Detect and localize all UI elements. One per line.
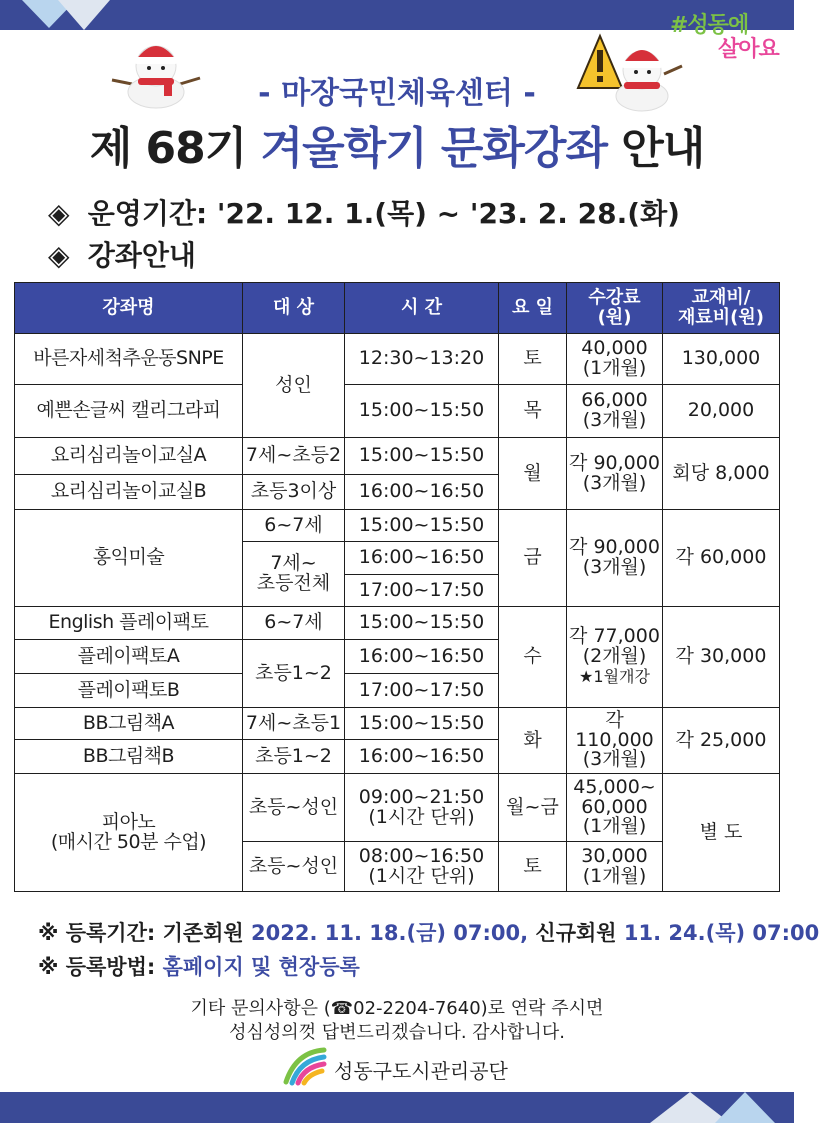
table-row — [15, 708, 780, 740]
cell-time: 15:00~15:50 — [345, 510, 499, 542]
header-target: 대 상 — [243, 283, 345, 334]
registration-period: ※ 등록기간: 기존회원 2022. 11. 18.(금) 07:00, 신규회원 11. 24.(목) 07:00 — [38, 921, 819, 945]
cell-time: 15:00~15:50 — [345, 607, 499, 640]
cell-target: 초등~성인 — [243, 774, 345, 842]
cell-time: 16:00~16:50 — [345, 740, 499, 774]
course-guide-heading — [48, 234, 196, 274]
operating-period-text: 운영기간: '22. 12. 1.(목) ~ '23. 2. 28.(화) — [87, 197, 680, 230]
new-member-date: 11. 24.(목) 07:00 — [623, 921, 819, 945]
cell-course: 피아노 (매시간 50분 수업) — [15, 774, 243, 892]
cell-course: 요리심리놀이교실B — [15, 475, 243, 510]
cell-day: 토 — [499, 842, 567, 892]
title-suffix: 안내 — [606, 123, 705, 174]
header-day: 요 일 — [499, 283, 567, 334]
cell-materials: 별 도 — [663, 774, 780, 892]
cell-fee: 각 90,000 (3개월) — [567, 438, 663, 510]
table-row — [15, 438, 780, 475]
table-row — [15, 607, 780, 640]
cell-materials: 20,000 — [663, 385, 780, 438]
cell-materials: 각 60,000 — [663, 510, 780, 607]
title-accent: 겨울학기 문화강좌 — [260, 123, 607, 174]
bottom-decor-triangle — [715, 1092, 775, 1123]
cell-fee: 각 90,000 (3개월) — [567, 510, 663, 607]
course-guide-text: 강좌안내 — [87, 239, 196, 272]
header-fee: 수강료 (원) — [567, 283, 663, 334]
cell-course: 플레이팩토B — [15, 674, 243, 708]
cell-time: 15:00~15:50 — [345, 438, 499, 475]
cell-target: 초등1~2 — [243, 640, 345, 708]
table-row — [15, 774, 780, 842]
cell-materials: 회당 8,000 — [663, 438, 780, 510]
table-row — [15, 334, 780, 385]
table-row — [15, 510, 780, 542]
cell-course: 플레이팩토A — [15, 640, 243, 674]
cell-time: 16:00~16:50 — [345, 475, 499, 510]
cell-target: 성인 — [243, 334, 345, 438]
cell-fee: 각 110,000 (3개월) — [567, 708, 663, 774]
cell-materials: 각 25,000 — [663, 708, 780, 774]
cell-time: 17:00~17:50 — [345, 575, 499, 607]
registration-method-value: 홈페이지 및 현장등록 — [162, 955, 360, 979]
cell-day: 월~금 — [499, 774, 567, 842]
top-decor-triangle — [58, 0, 110, 30]
existing-member-date: 2022. 11. 18.(금) 07:00, — [251, 921, 529, 945]
cell-course: BB그림책B — [15, 740, 243, 774]
org-name: 성동구도시관리공단 — [334, 1059, 508, 1083]
cell-fee: 각 77,000 (2개월) ★1월개강 — [567, 607, 663, 708]
cell-time: 17:00~17:50 — [345, 674, 499, 708]
cell-target: 6~7세 — [243, 607, 345, 640]
cell-fee: 30,000 (1개월) — [567, 842, 663, 892]
cell-target: 7세~ 초등전체 — [243, 542, 345, 607]
table-header-row — [15, 283, 780, 334]
registration-method: ※ 등록방법: 홈페이지 및 현장등록 — [38, 955, 360, 979]
contact-line-1: 기타 문의사항은 (☎02-2204-7640)로 연락 주시면 — [190, 998, 604, 1019]
rainbow-logo-icon — [282, 1046, 328, 1086]
cell-time: 09:00~21:50 (1시간 단위) — [345, 774, 499, 842]
cell-time: 15:00~15:50 — [345, 385, 499, 438]
cell-course: 요리심리놀이교실A — [15, 438, 243, 475]
cell-fee: 40,000 (1개월) — [567, 334, 663, 385]
header-course: 강좌명 — [15, 283, 243, 334]
course-schedule-table — [14, 282, 780, 892]
star-note: ★1월개강 — [579, 666, 650, 686]
header-materials: 교재비/ 재료비(원) — [663, 283, 780, 334]
cell-time: 15:00~15:50 — [345, 708, 499, 740]
contact-line-2: 성심성의껏 답변드리겠습니다. 감사합니다. — [229, 1022, 565, 1043]
cell-time: 16:00~16:50 — [345, 542, 499, 575]
cell-day: 금 — [499, 510, 567, 607]
cell-target: 초등~성인 — [243, 842, 345, 892]
cell-day: 수 — [499, 607, 567, 708]
cell-target: 초등3이상 — [243, 475, 345, 510]
cell-day: 토 — [499, 334, 567, 385]
cell-fee: 45,000~ 60,000 (1개월) — [567, 774, 663, 842]
cell-day: 화 — [499, 708, 567, 774]
title-prefix: 제 68기 — [89, 123, 261, 174]
cell-target: 6~7세 — [243, 510, 345, 542]
cell-course: English 플레이팩토 — [15, 607, 243, 640]
cell-course: 바른자세척추운동SNPE — [15, 334, 243, 385]
cell-materials: 130,000 — [663, 334, 780, 385]
header-time: 시 간 — [345, 283, 499, 334]
cell-time: 12:30~13:20 — [345, 334, 499, 385]
cell-target: 초등1~2 — [243, 740, 345, 774]
slogan-line-1: #성동에 — [670, 13, 749, 38]
operating-period — [48, 192, 680, 232]
page-title — [0, 112, 794, 176]
center-subtitle: - 마장국민체육센터 - — [258, 76, 536, 111]
diamond-bullet-icon: ◈ — [48, 197, 70, 230]
slogan-line-2: 살아요 — [718, 37, 779, 62]
diamond-bullet-icon: ◈ — [48, 239, 70, 272]
cell-day: 목 — [499, 385, 567, 438]
cell-course: BB그림책A — [15, 708, 243, 740]
cell-course: 예쁜손글씨 캘리그라피 — [15, 385, 243, 438]
org-logo — [282, 1046, 522, 1086]
table-row — [15, 385, 780, 438]
cell-day: 월 — [499, 438, 567, 510]
cell-target: 7세~초등2 — [243, 438, 345, 475]
cell-time: 08:00~16:50 (1시간 단위) — [345, 842, 499, 892]
cell-course: 홍익미술 — [15, 510, 243, 607]
cell-target: 7세~초등1 — [243, 708, 345, 740]
cell-fee: 66,000 (3개월) — [567, 385, 663, 438]
cell-time: 16:00~16:50 — [345, 640, 499, 674]
cell-materials: 각 30,000 — [663, 607, 780, 708]
